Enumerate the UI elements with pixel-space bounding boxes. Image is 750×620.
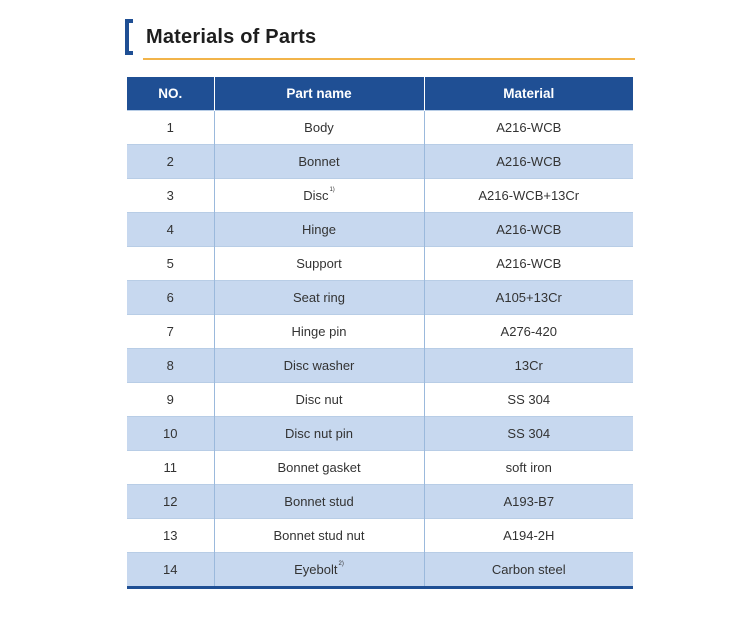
cell-part-name	[214, 417, 424, 451]
cell-material: A216-WCB	[424, 111, 633, 145]
cell-material: SS 304	[424, 383, 633, 417]
part-name-text: Eyebolt	[294, 562, 338, 577]
cell-no: 7	[127, 315, 214, 349]
cell-part-name	[214, 213, 424, 247]
part-name-text: Bonnet stud	[284, 494, 354, 509]
footnote-marker: 2)	[338, 561, 344, 567]
table-row	[127, 111, 633, 145]
part-name-text: Hinge pin	[291, 324, 347, 339]
table-header-row	[127, 77, 633, 111]
cell-no: 13	[127, 519, 214, 553]
cell-material: A194-2H	[424, 519, 633, 553]
title-bracket-icon	[125, 19, 133, 55]
table-row	[127, 281, 633, 315]
part-name-text: Seat ring	[292, 290, 346, 305]
part-name-text: Bonnet stud nut	[273, 528, 365, 543]
cell-part-name	[214, 451, 424, 485]
cell-part-name	[214, 519, 424, 553]
cell-no: 8	[127, 349, 214, 383]
cell-material: A216-WCB	[424, 213, 633, 247]
table-row	[127, 315, 633, 349]
table-row	[127, 417, 633, 451]
cell-no: 14	[127, 553, 214, 588]
table-row	[127, 383, 633, 417]
cell-no: 3	[127, 179, 214, 213]
header-no: NO.	[127, 77, 214, 111]
part-name-text: Bonnet gasket	[277, 460, 361, 475]
cell-material: A216-WCB	[424, 145, 633, 179]
cell-no: 5	[127, 247, 214, 281]
cell-no: 6	[127, 281, 214, 315]
cell-part-name	[214, 247, 424, 281]
cell-material: A216-WCB+13Cr	[424, 179, 633, 213]
table-row	[127, 451, 633, 485]
section-title: Materials of Parts	[146, 26, 317, 48]
cell-material: Carbon steel	[424, 553, 633, 588]
footnote-marker: 1)	[329, 187, 335, 193]
table-row	[127, 213, 633, 247]
cell-part-name	[214, 111, 424, 145]
cell-part-name	[214, 485, 424, 519]
table-row	[127, 145, 633, 179]
title-underline	[143, 58, 635, 60]
cell-material: soft iron	[424, 451, 633, 485]
cell-part-name	[214, 145, 424, 179]
materials-table	[127, 77, 633, 589]
part-name-text: Body	[304, 120, 334, 135]
cell-part-name	[214, 553, 424, 588]
cell-part-name	[214, 315, 424, 349]
cell-material: A276-420	[424, 315, 633, 349]
part-name-text: Disc washer	[283, 358, 355, 373]
table-row	[127, 553, 633, 588]
part-name-text: Bonnet	[298, 154, 340, 169]
table-row	[127, 247, 633, 281]
cell-part-name	[214, 349, 424, 383]
cell-material: A193-B7	[424, 485, 633, 519]
table-row	[127, 519, 633, 553]
part-name-text: Support	[296, 256, 342, 271]
table-row	[127, 179, 633, 213]
header-material: Material	[424, 77, 633, 111]
cell-part-name	[214, 179, 424, 213]
cell-material: SS 304	[424, 417, 633, 451]
cell-no: 12	[127, 485, 214, 519]
cell-no: 11	[127, 451, 214, 485]
cell-material: A105+13Cr	[424, 281, 633, 315]
part-name-text: Hinge	[302, 222, 336, 237]
table-row	[127, 349, 633, 383]
table-row	[127, 485, 633, 519]
cell-no: 10	[127, 417, 214, 451]
cell-no: 4	[127, 213, 214, 247]
cell-part-name	[214, 383, 424, 417]
cell-material: A216-WCB	[424, 247, 633, 281]
part-name-text: Disc nut	[295, 392, 343, 407]
section-header	[125, 17, 635, 59]
cell-material: 13Cr	[424, 349, 633, 383]
cell-no: 1	[127, 111, 214, 145]
header-part-name: Part name	[214, 77, 424, 111]
part-name-text: Disc nut pin	[285, 426, 353, 441]
part-name-text: Disc	[303, 188, 329, 203]
cell-part-name	[214, 281, 424, 315]
cell-no: 2	[127, 145, 214, 179]
cell-no: 9	[127, 383, 214, 417]
